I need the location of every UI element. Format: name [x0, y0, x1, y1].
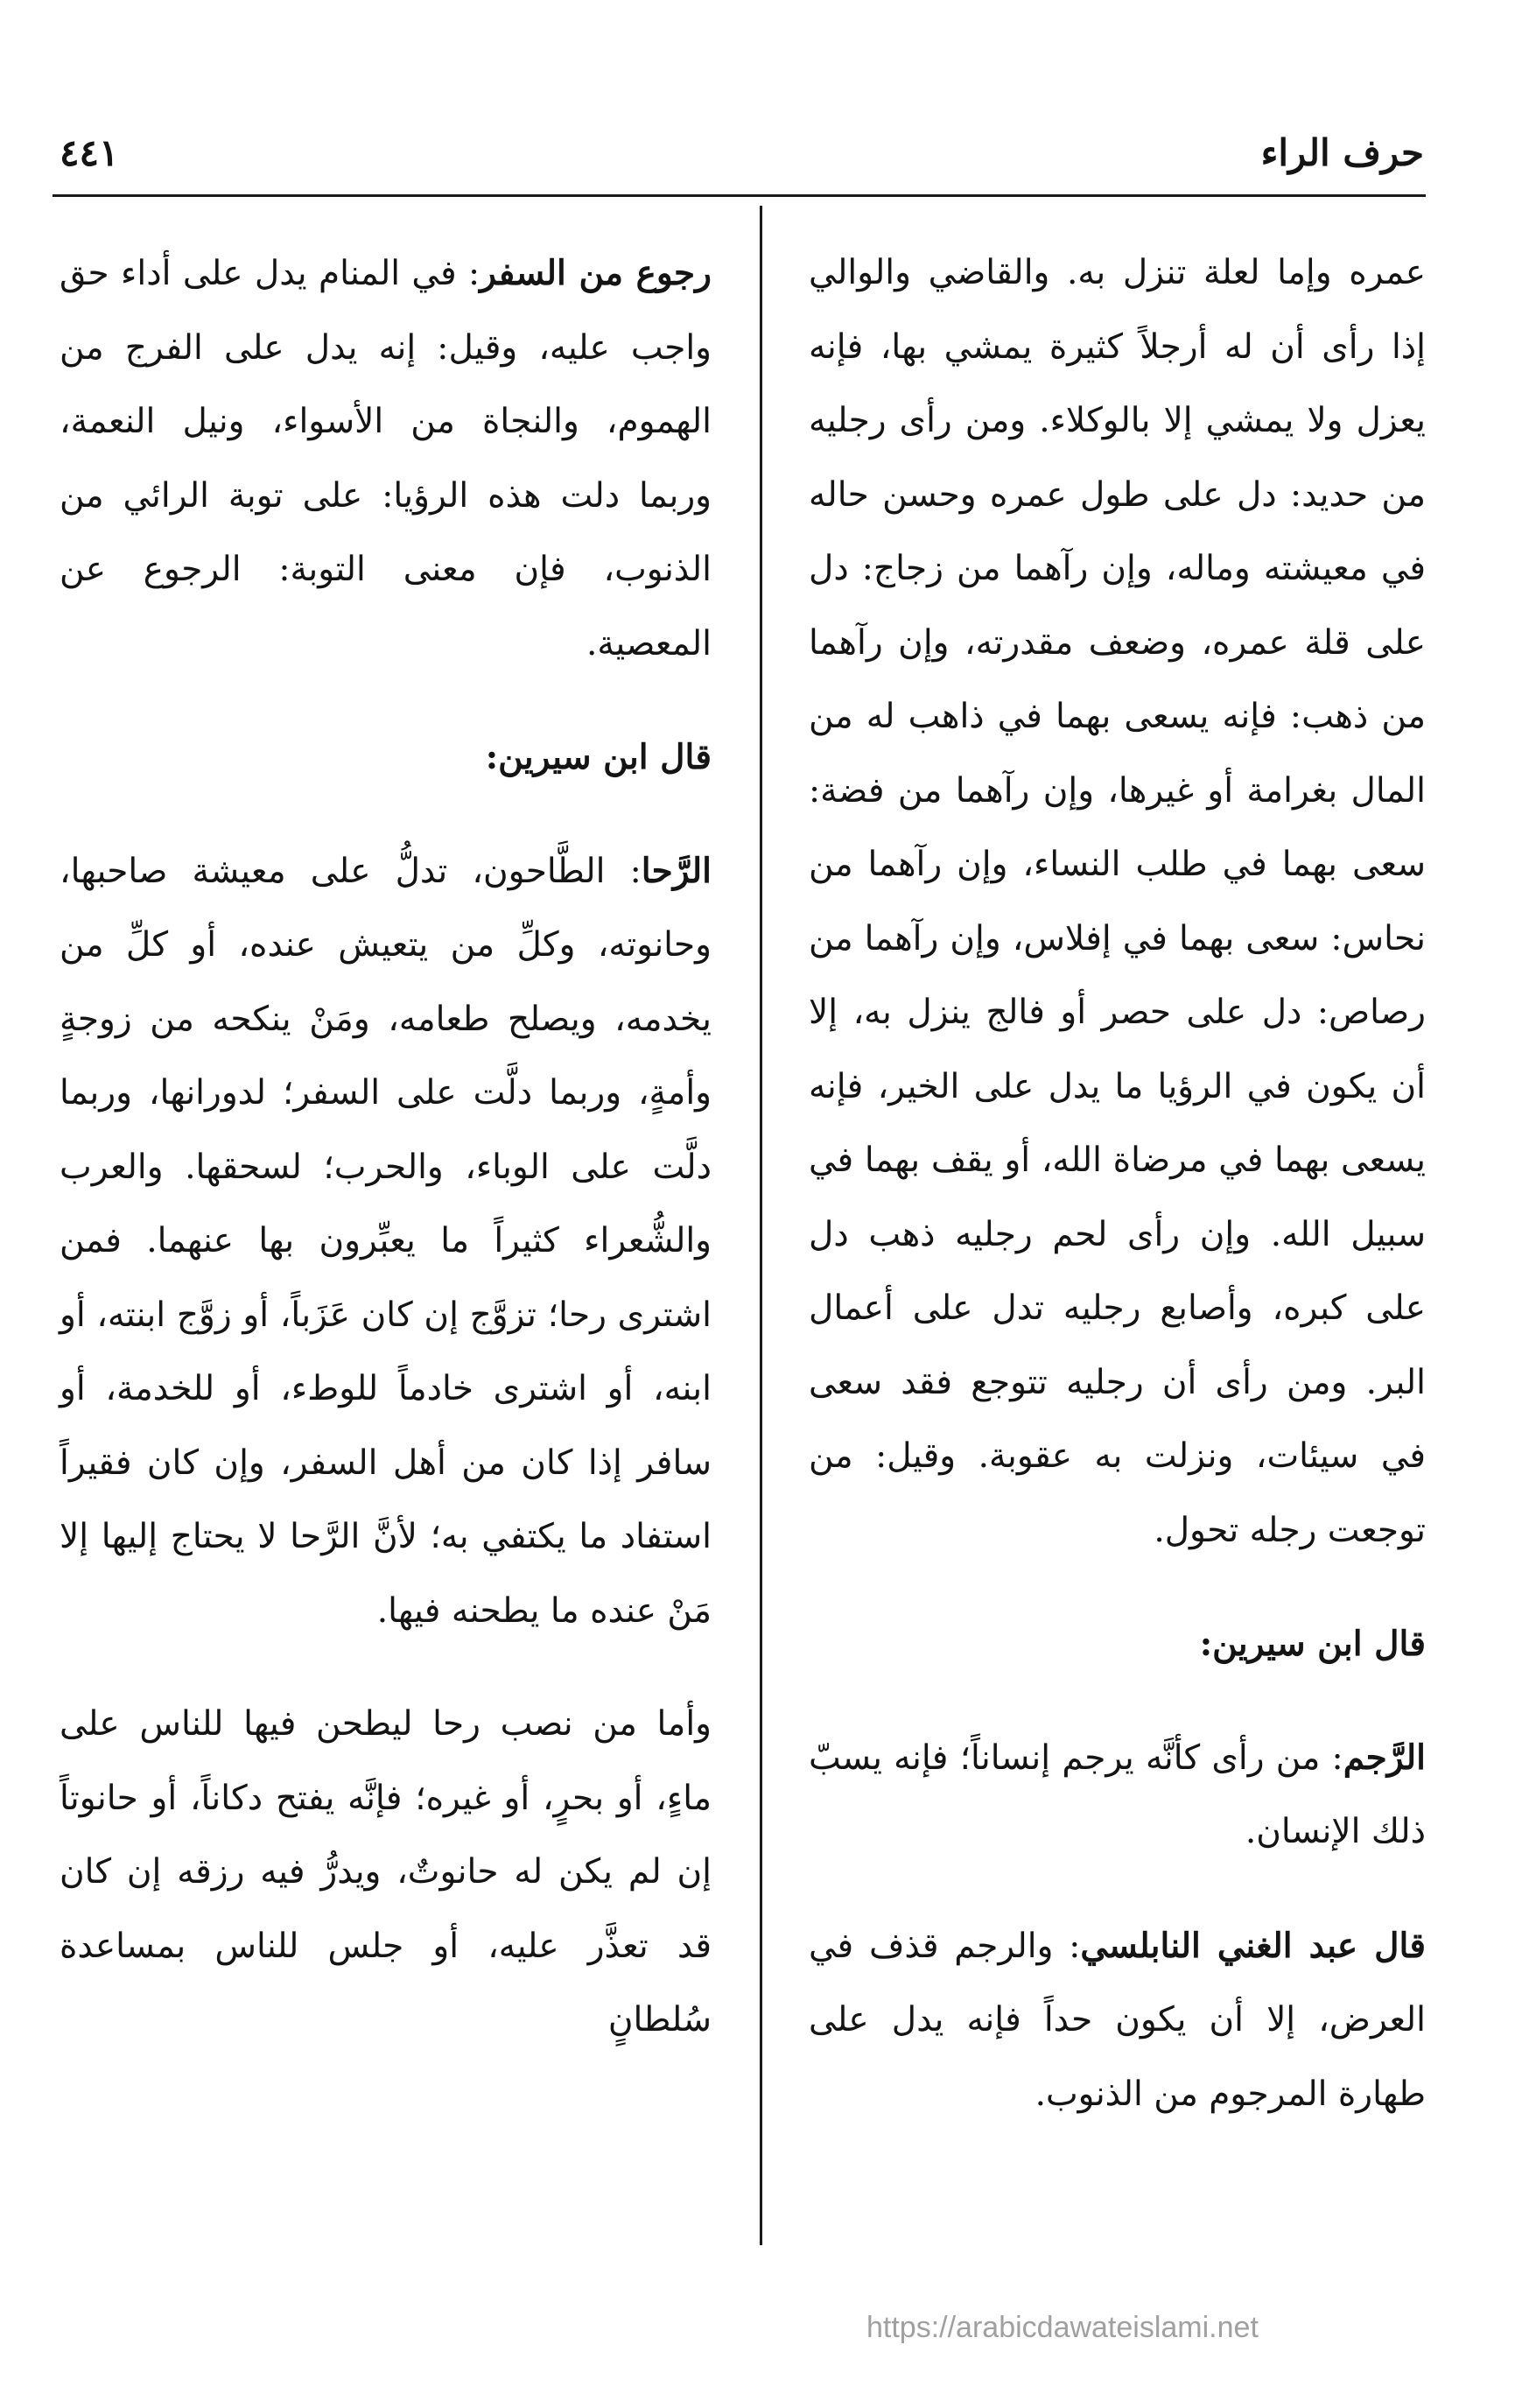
- left-column: [60, 236, 712, 2058]
- entry-text-raha: : الطَّاحون، تدلُّ على معيشة صاحبها، وحانوته، وكلِّ من يتعيش عنده، أو كلِّ من يخدمه، ويصلح طعامه، ومَنْ ينكحه من زوجةٍ وأمةٍ، وربما دلَّت على السفر؛ لدورانها، وربما دلَّت على الوباء، والحرب؛ لسحقها. والعرب والشُّعراء كثيراً ما يعبِّرون بها عنهما. فمن اشترى رحا؛ تزوَّج إن كان عَزَباً، أو زوَّج ابنته، أو ابنه، أو اشترى خادماً للوطء، أو للخدمة، أو سافر إذا كان من أهل السفر، وإن كان فقيراً استفاد ما يكتفي به؛ لأنَّ الرَّحا لا يحتاج إليها إلا مَنْ عنده ما يطحنه فيها.: [60, 851, 712, 1631]
- entry-rajm: [809, 1721, 1426, 1870]
- entry-term-rajm: الرَّجم: [1343, 1737, 1426, 1778]
- section-heading-ibn-sirin: قال ابن سيرين:: [1199, 1624, 1426, 1664]
- entry-text-return: : في المنام يدل على أداء حق واجب عليه، وقيل: إنه يدل على الفرج من الهموم، والنجاة من الأسواء، ونيل النعمة، وربما دلت هذه الرؤيا: على توبة الرائي من الذنوب، فإن معنى التوبة: الرجوع عن المعصية.: [60, 254, 712, 663]
- header-rule: [53, 194, 1426, 197]
- entry-raha: [60, 834, 712, 1649]
- entry-text-nabulsi: : والرجم قذف في العرض، إلا أن يكون حداً فإنه يدل على طهارة المرجوم من الذنوب.: [809, 1926, 1426, 2114]
- running-header-title: حرف الراء: [1260, 131, 1424, 174]
- watermark-url: https://arabicdawateislami.net: [866, 2311, 1259, 2344]
- entry-text-rajm: : من رأى كأنَّه يرجم إنساناً؛ فإنه يسبّ ذلك الإنسان.: [809, 1738, 1426, 1851]
- section-heading-ibn-sirin-2: قال ابن سيرين:: [485, 737, 712, 777]
- column-divider: [760, 206, 762, 2245]
- entry-term-raha: الرَّحا: [641, 850, 712, 891]
- right-column: [809, 236, 1426, 2131]
- entry-term-return: رجوع من السفر: [480, 253, 712, 293]
- entry-return-from-travel: [60, 236, 712, 681]
- entry-nabulsi: [809, 1909, 1426, 2132]
- page-number: ٤٤١: [60, 131, 119, 174]
- paragraph-feet-metals: عمره وإما لعلة تنزل به. والقاضي والوالي إذا رأى أن له أرجلاً كثيرة يمشي بها، فإنه يعزل ولا يمشي إلا بالوكلاء. ومن رأى رجليه من حديد: دل على طول عمره وحسن حاله في معيشته وماله، وإن رآهما من زجاج: دل على قلة عمره، وضعف مقدرته، وإن رآهما من ذهب: فإنه يسعى بهما في ذاهب له من المال بغرامة أو غيرها، وإن رآهما من فضة: سعى بهما في طلب النساء، وإن رآهما من نحاس: سعى بهما في إفلاس، وإن رآهما من رصاص: دل على حصر أو فالج ينزل به، إلا أن يكون في الرؤيا ما يدل على الخير، فإنه يسعى بهما في مرضاة الله، أو يقف بهما في سبيل الله. وإن رأى لحم رجليه ذهب دل على كبره، وأصابع رجليه تدل على أعمال البر. ومن رأى أن رجليه تتوجع فقد سعى في سيئات، ونزلت به عقوبة. وقيل: من توجعت رجله تحول.: [809, 253, 1426, 1550]
- paragraph-mill-setup: وأما من نصب رحا ليطحن فيها للناس على ماءٍ، أو بحرٍ، أو غيره؛ فإنَّه يفتح دكاناً، أو حانوتاً إن لم يكن له حانوتٌ، ويدرُّ فيه رزقه إن كان قد تعذَّر عليه، أو جلس للناس بمساعدة سُلطانٍ: [60, 1704, 712, 2039]
- entry-term-nabulsi: قال عبد الغني النابلسي: [1080, 1925, 1426, 1966]
